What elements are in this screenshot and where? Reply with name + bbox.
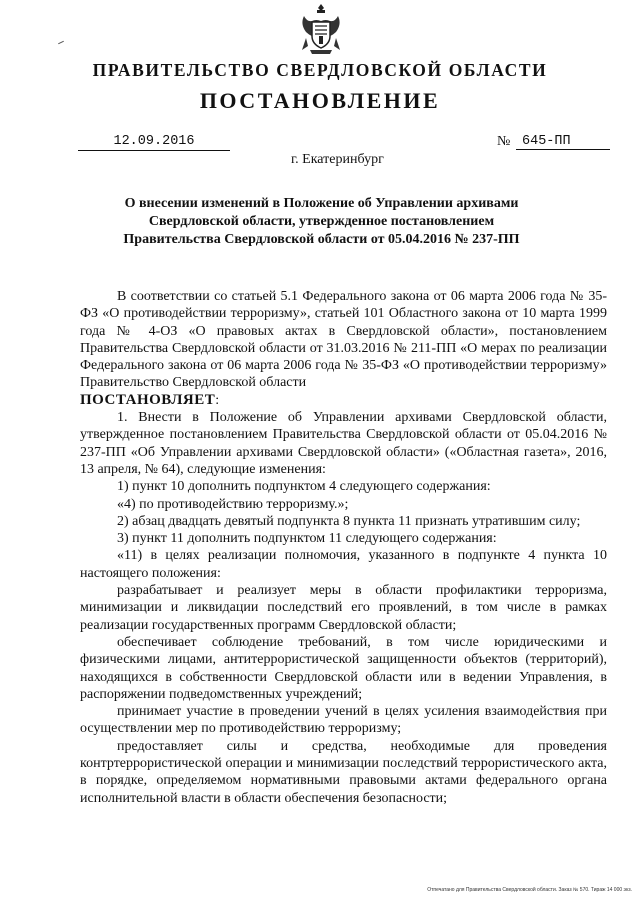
body-paragraph: принимает участие в проведении учений в целях усиления взаимодействия при осуществлении мер по противодействию терроризму;: [80, 704, 607, 737]
preamble-paragraph: В соответствии со статьей 5.1 Федерального закона от 06 марта 2006 года № 35-ФЗ «О противодействии терроризму», статьей 101 Областного закона от 10 марта 1999 года № 4-ОЗ «О правовых актах в Свердловской области», постановлением Правительства Свердловской области от 31.03.2016 № 211-ПП «О мерах по реализации Федерального закона от 06 марта 2006 года № 35-ФЗ «О противодействии терроризму» Правительство Свердловской области: [80, 289, 607, 391]
body-paragraph: 3) пункт 11 дополнить подпунктом 11 следующего содержания:: [117, 531, 497, 547]
issue-city: г. Екатеринбург: [291, 152, 384, 167]
body-paragraph: «4) по противодействию терроризму.»;: [117, 496, 349, 512]
body-paragraph: предоставляет силы и средства, необходимые для проведения контртеррористической операции и минимизации последствий террористического акта, в порядке, определяемом нормативными правовыми актами федерального органа исполнительной власти в области обеспечения безопасности;: [80, 738, 607, 806]
document-body: [80, 288, 607, 807]
body-paragraph: разрабатывает и реализует меры в области профилактики терроризма, минимизации и ликвидации последствий его проявлений, в том числе в рамках реализации государственных программ Свердловской области;: [80, 583, 607, 633]
number-sign: №: [497, 134, 511, 149]
document-type: ПОСТАНОВЛЕНИЕ: [199, 88, 441, 113]
body-paragraph: «11) в целях реализации полномочия, указанного в подпункте 4 пункта 10 настоящего положения:: [80, 548, 607, 581]
document-subject: О внесении изменений в Положение об Управлении архивами Свердловской области, утвержденное постановлением Правительства Свердловской области от 05.04.2016 № 237-ПП: [123, 196, 520, 247]
document-number: 645-ПП: [516, 133, 610, 150]
decree-line: [80, 392, 607, 409]
print-footer: Отпечатано для Правительства Свердловской области. Заказ № 570. Тираж 14 000 экз.: [427, 887, 632, 893]
scan-mark: [58, 41, 64, 44]
government-title: ПРАВИТЕЛЬСТВО СВЕРДЛОВСКОЙ ОБЛАСТИ: [92, 60, 548, 80]
coat-of-arms-icon: [298, 2, 344, 58]
decree-colon: :: [215, 392, 220, 408]
decree-word: ПОСТАНОВЛЯЕТ: [80, 391, 216, 408]
body-paragraph: 1) пункт 10 дополнить подпунктом 4 следующего содержания:: [117, 479, 491, 495]
body-paragraph: обеспечивает соблюдение требований, в том числе юридическими и физическими лицами, антитеррористической защищенности объектов (территорий), находящихся в собственности Свердловской области или в ведении Управления, в распоряжении подведомственных учреждений;: [80, 634, 607, 702]
body-paragraph: 1. Внести в Положение об Управлении архивами Свердловской области, утвержденное постановлением Правительства Свердловской области от 05.04.2016 № 237-ПП «Об Управлении архивами Свердловской области» («Областная газета», 2016, 13 апреля, № 64), следующие изменения:: [80, 410, 607, 477]
document-date: 12.09.2016: [78, 133, 230, 151]
body-paragraph: 2) абзац двадцать девятый подпункта 8 пункта 11 признать утратившим силу;: [117, 513, 581, 529]
